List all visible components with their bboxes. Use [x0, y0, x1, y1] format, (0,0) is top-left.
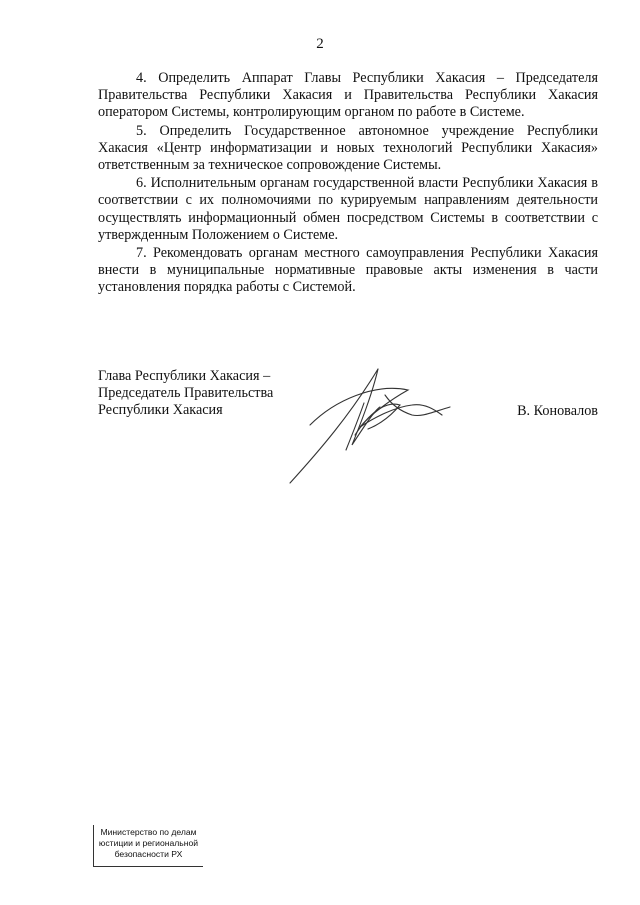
stamp-line: юстиции и региональной — [98, 838, 199, 848]
signatory-title-line: Республики Хакасия — [98, 402, 223, 419]
paragraph-5: 5. Определить Государственное автономное учреждение Республики Хакасия «Центр информатизации и новых технологий Республики Хакасия» ответственным за техническое сопровождение Системы. — [98, 122, 598, 174]
stamp-line: Министерство по делам — [100, 827, 197, 837]
signatory-title-line: Председатель Правительства — [98, 385, 274, 402]
document-body — [98, 70, 598, 298]
signatory-title-line: Глава Республики Хакасия – — [98, 368, 271, 384]
signatory-name: В. Коновалов — [517, 403, 598, 419]
handwritten-signature — [280, 355, 460, 490]
paragraph-4: 4. Определить Аппарат Главы Республики Хакасия – Председателя Правительства Республики Хакасия и Правительства Республики Хакасия оператором Системы, контролирующим органом по работе в Системе. — [98, 70, 598, 121]
paragraph-6: 6. Исполнительным органам государственной власти Республики Хакасия в соответствии с их полномочиями по курируемым направлениям деятельности осуществлять информационный обмен посредством Системы в соответствии с утвержденным Положением о Системе. — [98, 175, 598, 243]
registration-stamp — [93, 825, 203, 867]
signatory-title — [98, 368, 273, 420]
paragraph-7: 7. Рекомендовать органам местного самоуправления Республики Хакасия внести в муниципальные нормативные правовые акты изменения в части установления порядка работы с Системой. — [98, 245, 598, 296]
stamp-line: безопасности РХ — [114, 849, 183, 859]
page-number: 2 — [316, 36, 324, 52]
